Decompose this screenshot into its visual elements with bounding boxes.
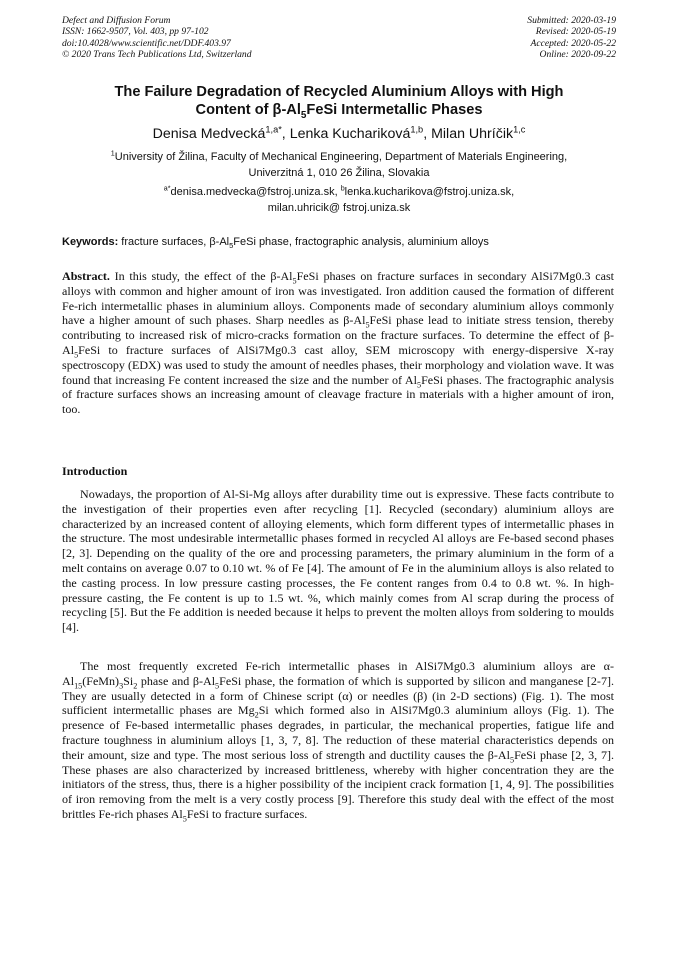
section-heading: Introduction xyxy=(62,464,128,478)
journal-issn: ISSN: 1662-9507, Vol. 403, pp 97-102 xyxy=(62,26,209,38)
email-link[interactable]: lenka.kucharikova@fstroj.uniza.sk, xyxy=(344,186,515,198)
author-affiliation-mark: 1,c xyxy=(513,124,526,135)
author-affiliation-mark: 1,b xyxy=(410,124,424,135)
abstract-label: Abstract. xyxy=(62,269,110,283)
email-link[interactable]: milan.uhricik@ fstroj.uniza.sk xyxy=(267,201,411,214)
submitted-date: Submitted: 2020-03-19 xyxy=(527,15,616,26)
paper-title xyxy=(70,83,608,119)
online-date: Online: 2020-09-22 xyxy=(539,49,616,61)
author-emails xyxy=(60,185,618,216)
dates-header xyxy=(527,15,616,61)
journal-name: Defect and Diffusion Forum xyxy=(62,15,171,26)
abstract: Abstract. In this study, the effect of the $\beta-Al_5FeSi$ phases on fracture surfaces in secondary AlSi7Mg0.3 cast alloys with common and higher amount of iron was investigated. Iron addition caused the formation of different Fe-rich intermetallic phases in aluminium alloys. Components made of secondary aluminium alloys commonly have a higher amount of such phases. Sharp needles as $\beta-Al_5FeSi$ phase lead to initiate stress tension, thereby contributing to increased risk of micro-cracks formation on the fracture surfaces. To determine the effect of $\beta-Al_5FeSi$ to fracture surfaces of AlSi7Mg0.3 cast alloy, SEM microscopy with energy-dispersive X-ray spectroscopy (EDX) was used to study the amount of needles phases, their morphology and violation wave. It was found that increasing Fe content increased the size and the number of $Al_5FeSi$ phases. The fractographic analysis of fracture surfaces shows an increasing amount of cleavage fracture in materials with a higher amount of iron, too. xyxy=(62,269,614,417)
journal-copyright: © 2020 Trans Tech Publications Ltd, Switzerland xyxy=(62,49,252,61)
email-link[interactable]: denisa.medvecka@fstroj.uniza.sk, xyxy=(170,186,341,198)
revised-date: Revised: 2020-05-19 xyxy=(535,26,616,38)
author-list: Denisa Medvecká$^{1,a*}$, Lenka Kuchariková$^{1,b}$, Milan Uhríčik$^{1,c}$ xyxy=(152,124,526,142)
journal-header xyxy=(62,15,252,61)
email-line-1: $^{a*}$denisa.medvecka@fstroj.uniza.sk, $^b$lenka.kucharikova@fstroj.uniza.sk, xyxy=(163,184,515,198)
paragraph: Nowadays, the proportion of Al-Si-Mg alloys after durability time out is expressive. These facts contribute to the investigation of their properties even after recycling [1]. Recycled (secondary) aluminium alloys are characterized by an increased content of alloying elements, which form different types of intermetallic phases in the structure. The most undesirable intermetallic phases formed in recycled Al alloys are Fe-based second phases [2, 3]. Depending on the quality of the ore and processing parameters, the primary aluminium in the form of a melt contains on average 0.07 to 0.10 wt. % of Fe [4]. The amount of Fe in the aluminium alloys is also related to the casting process. In low pressure casting processes, the Fe content ranges from 0.4 to 0.8 wt. %. In high-pressure casting, the Fe content is up to 1.5 wt. %, which mainly comes from Al scrap during the process of recycling [5]. But the Fe addition is needed because it helps to prevent the molten alloys from soldering to moulds [4]. xyxy=(62,487,614,635)
paragraph: The most frequently excreted Fe-rich intermetallic phases in AlSi7Mg0.3 aluminium alloys are $\alpha-Al_{15}(FeMn)_3Si_2$ phase and $\beta-Al_5FeSi$ phase, the formation of which is supported by silicon and manganese [2-7]. They are usually detected in a form of Chinese script (α) or needles (β) (in 2-D sections) (Fig. 1). The most sufficient intermetallic phases are $Mg_2Si$ which formed also in AlSi7Mg0.3 aluminium alloys (Fig. 1). The presence of Fe-based intermetallic phases degrades, in particular, the mechanical properties, fatigue life and fracture toughness in aluminium alloys [1, 3, 7, 8]. The reduction of these material characteristics depends on their amount, size and type. The most serious loss of strength and ductility causes the $\beta-Al_5FeSi$ phase [2, 3, 7]. These phases are also characterized by increased brittleness, whereby with higher concentration they are the initiators of the stress, thus, there is a higher possibility of the incipient crack formation [1, 4, 9]. The possibilities of iron removing from the melt is a very costly process [9]. Therefore this study deal with the effect of the most brittles Fe-rich phases $Al_5FeSi$ to fracture surfaces. xyxy=(62,659,614,824)
keywords-label: Keywords: xyxy=(62,236,119,248)
author-name: Denisa Medvecká xyxy=(152,126,266,142)
title-line-1: The Failure Degradation of Recycled Aluminium Alloys with High xyxy=(114,84,564,100)
title-line-2: Content of $\beta-Al_5FeSi$ Intermetallic Phases xyxy=(195,102,483,121)
author-name: Milan Uhríčik xyxy=(431,126,514,142)
affiliation-line-2: Univerzitná 1, 010 26 Žilina, Slovakia xyxy=(248,166,430,179)
accepted-date: Accepted: 2020-05-22 xyxy=(530,37,616,49)
email-line-2 xyxy=(60,201,618,217)
affiliation-line-1: $^1$University of Žilina, Faculty of Mechanical Engineering, Department of Materials Engineering, xyxy=(110,149,568,163)
author-name: Lenka Kuchariková xyxy=(289,126,411,142)
affiliation xyxy=(60,150,618,181)
journal-doi[interactable]: doi:10.4028/www.scientific.net/DDF.403.97 xyxy=(62,37,231,49)
author-affiliation-mark: 1,a* xyxy=(265,124,282,135)
keywords: Keywords: fracture surfaces, $\beta-Al_5FeSi$ phase, fractographic analysis, aluminium alloys xyxy=(62,236,489,251)
